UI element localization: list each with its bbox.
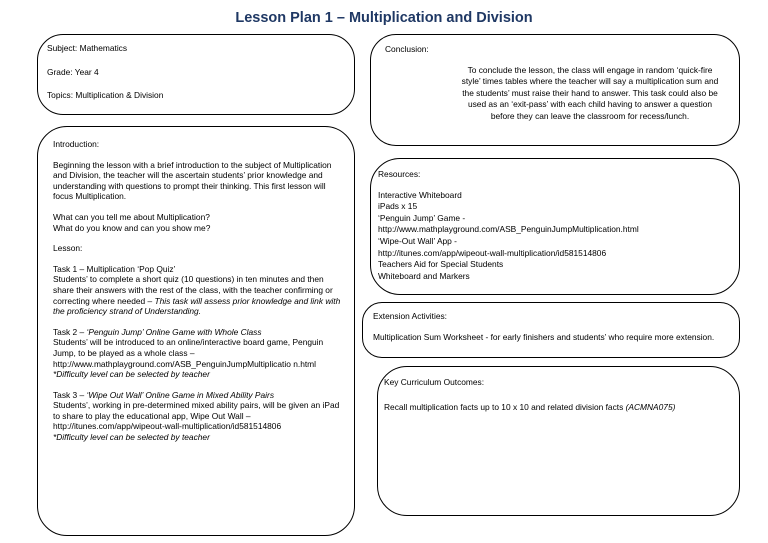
extension-activities-box — [362, 302, 740, 358]
task-3-link: http://itunes.com/app/wipeout-wall-multiplication/id581514806 — [53, 421, 282, 432]
task-3-body: Students’, working in pre-determined mixed ability pairs, will be given an iPad to share to play the educational app, Wipe Out Wall – — [53, 400, 340, 421]
resource-item: Interactive Whiteboard — [378, 189, 462, 200]
extension-body: Multiplication Sum Worksheet - for early finishers and students’ who require more extension. — [373, 331, 715, 342]
curriculum-outcomes-box — [377, 366, 740, 516]
page-title: Lesson Plan 1 – Multiplication and Division — [235, 10, 533, 26]
introduction-question-2: What do you know and can you show me? — [53, 222, 211, 233]
curriculum-heading: Key Curriculum Outcomes: — [384, 377, 485, 387]
task-2-title: ‘Penguin Jump’ Online Game with Whole Class — [86, 326, 262, 337]
introduction-heading: Introduction: — [53, 139, 100, 149]
task-1-assessment: This task will assess prior knowledge and link with the proficiency strand of Understanding. — [53, 295, 341, 317]
task-3-note: *Difficulty level can be selected by teacher — [53, 432, 210, 443]
introduction-box — [37, 126, 355, 536]
extension-heading: Extension Activities: — [373, 311, 448, 321]
introduction-question-1: What can you tell me about Multiplication? — [53, 211, 210, 222]
curriculum-body — [384, 402, 729, 413]
topics-line: Topics: Multiplication & Division — [47, 90, 164, 101]
task-1-title: Task 1 – Multiplication ‘Pop Quiz’ — [53, 263, 176, 274]
resource-item: ‘Penguin Jump’ Game - — [378, 212, 466, 223]
conclusion-heading: Conclusion: — [385, 44, 429, 54]
conclusion-body: To conclude the lesson, the class will engage in random ‘quick-fire style’ times tables where the teacher will say a multiplication sum and the students’ must raise their hand to answer. This task could also be used as an ‘exit-pass’ with each child having to answer a question before they can leave the classroom for recess/lunch. — [461, 64, 719, 121]
task-2-body: Students’ will be introduced to an online/interactive board game, Penguin Jump, to be played as a whole class – http://www.mathplayground.com/ASB_PenguinJumpMultiplicatio n.html — [53, 337, 324, 369]
task-2 — [53, 327, 344, 380]
task-3-title: ‘Wipe Out Wall’ Online Game in Mixed Ability Pairs — [86, 389, 275, 400]
lesson-heading: Lesson: — [53, 243, 83, 254]
curriculum-code: (ACMNA075) — [625, 401, 676, 412]
resource-item: Whiteboard and Markers — [378, 270, 470, 281]
task-3 — [53, 390, 344, 443]
task-3-title-prefix: Task 3 – — [53, 389, 87, 400]
curriculum-outcome: Recall multiplication facts up to 10 x 10 and related division facts — [384, 401, 626, 412]
resource-link: http://www.mathplayground.com/ASB_PenguinJumpMultiplication.html — [378, 224, 639, 235]
resource-link: http://itunes.com/app/wipeout-wall-multiplication/id581514806 — [378, 247, 607, 258]
task-1 — [53, 264, 344, 317]
introduction-paragraph: Beginning the lesson with a brief introduction to the subject of Multiplication and Division, the teacher will the ascertain students’ prior knowledge and understanding with questions to prompt their thinking. This first lesson will focus Multiplication. — [53, 159, 332, 202]
task-2-title-prefix: Task 2 – — [53, 326, 87, 337]
resources-heading: Resources: — [378, 169, 421, 179]
resource-item: ‘Wipe-Out Wall’ App - — [378, 235, 457, 246]
resources-box — [370, 158, 740, 295]
task-2-note: *Difficulty level can be selected by teacher — [53, 369, 210, 380]
resource-item: iPads x 15 — [378, 201, 418, 212]
subject-line: Subject: Mathematics — [47, 43, 128, 53]
subject-info-box — [37, 34, 355, 115]
resource-item: Teachers Aid for Special Students — [378, 259, 504, 270]
task-1-body: Students’ to complete a short quiz (10 questions) in ten minutes and then share their answers with the rest of the class, with the teacher confirming or correcting where needed – — [53, 274, 333, 306]
resources-list — [378, 190, 727, 283]
conclusion-box — [370, 34, 740, 146]
grade-line: Grade: Year 4 — [47, 66, 99, 77]
